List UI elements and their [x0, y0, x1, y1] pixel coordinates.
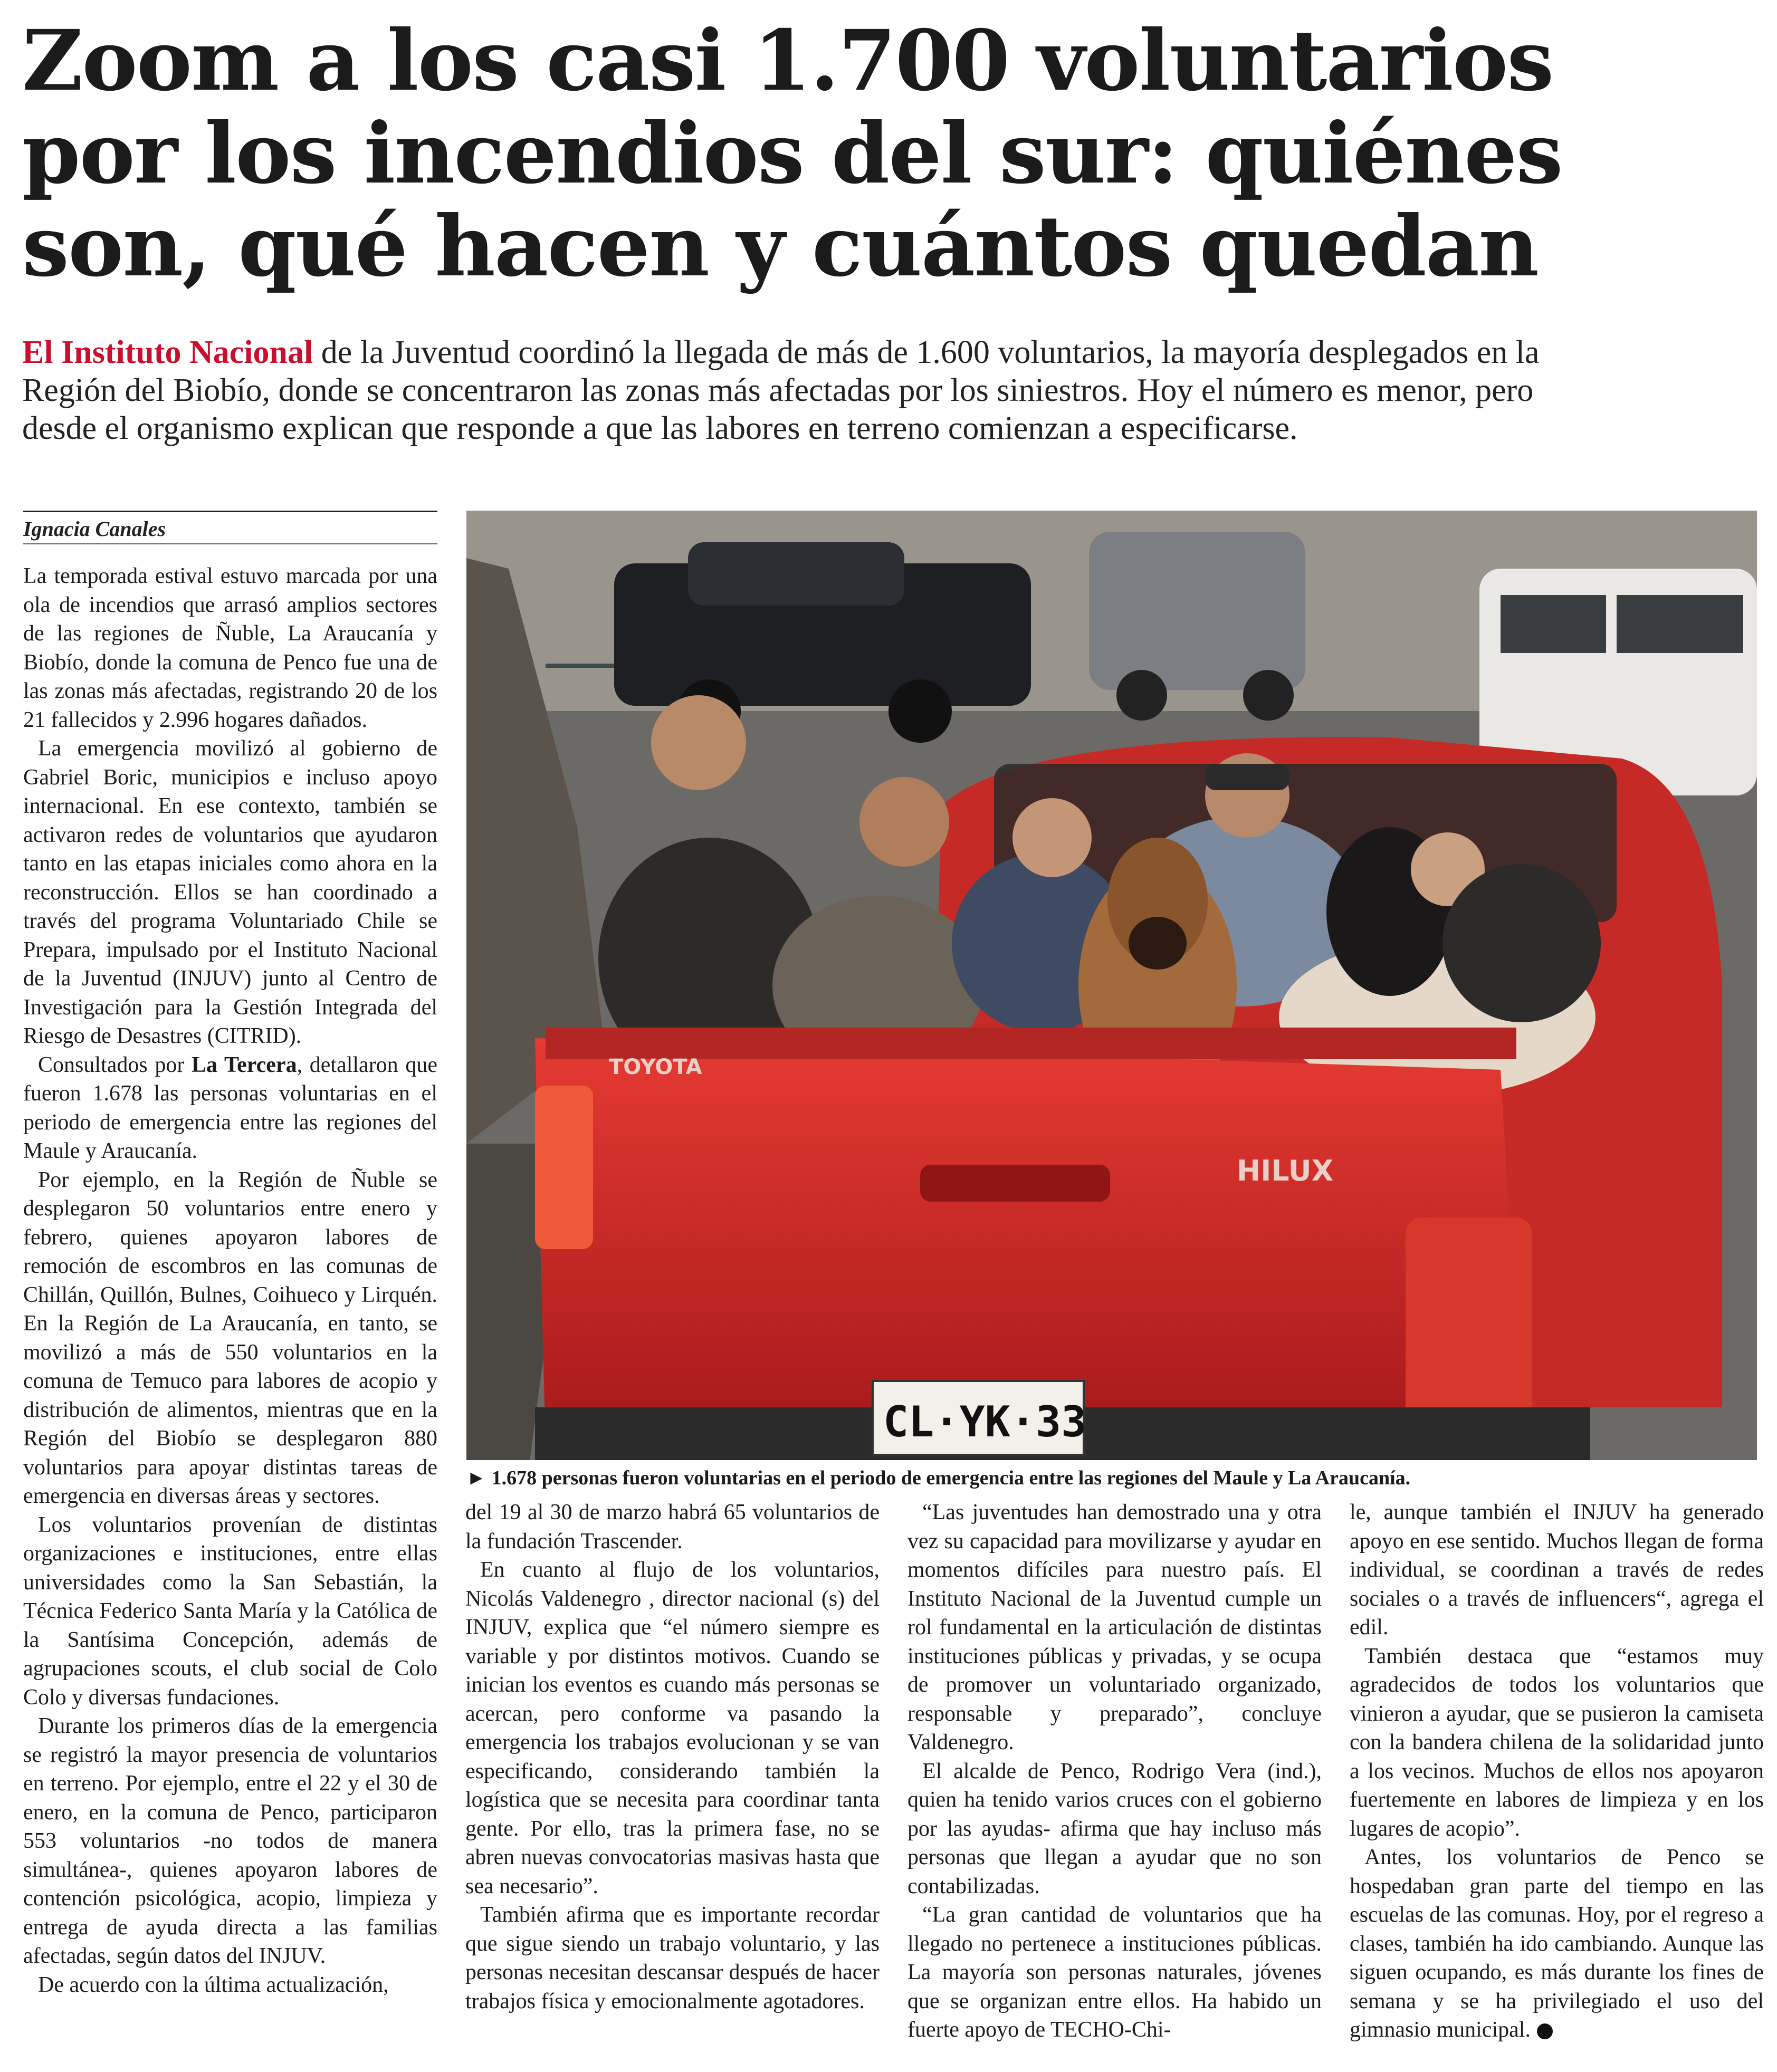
- paragraph: Durante los primeros días de la emergencia se registró la mayor presencia de voluntarios en terreno. Por ejemplo, entre el 22 y el 30 de enero, en la comuna de Penco, participaron 553 voluntarios -no todos de manera simultánea-, quienes apoyaron labores de contención psicológica, acopio, limpieza y entrega de ayuda directa a las familias afectadas, según datos del INJUV.: [23, 1714, 437, 1968]
- lede: [22, 333, 1568, 447]
- paragraph: del 19 al 30 de marzo habrá 65 voluntarios de la fundación Trascender.: [465, 1500, 880, 1553]
- paragraph: En cuanto al flujo de los voluntarios, Nicolás Valdenegro , director nacional (s) del INJUV, explica que “el número siempre es variable y por distintos motivos. Cuando se inician los eventos es cuando más personas se acercan, pero conforme va pasando la emergencia los trabajos evolucionan y se van especificando, considerando también la logística que se necesita para coordinar tanta gente. Por ello, tras la primera fase, no se abren nuevas convocatorias masivas hasta que sea necesario”.: [465, 1558, 880, 1898]
- newspaper-name: La Tercera: [192, 1052, 297, 1077]
- paragraph: La temporada estival estuvo marcada por una ola de incendios que arrasó amplios sectores de las regiones de Ñuble, La Araucanía y Biobío, donde la comuna de Penco fue una de las zonas más afectadas, registrando 20 de los 21 fallecidos y 2.996 hogares dañados.: [23, 564, 437, 732]
- caption-marker-icon: ►: [466, 1467, 486, 1489]
- byline: Ignacia Canales: [23, 516, 437, 544]
- paragraph-text: , detallaron que fueron 1.678 las personas voluntarias en el periodo de emergencia entre las regiones del Maule y Araucanía.: [23, 1052, 437, 1163]
- paragraph-text: Consultados por: [38, 1052, 192, 1077]
- body-column-4: [1350, 1498, 1764, 2068]
- photo-caption: [466, 1465, 1757, 1491]
- lede-highlight: El Instituto Nacional: [22, 334, 313, 370]
- paragraph: Los voluntarios provenían de distintas organizaciones e instituciones, entre ellas universidades como la San Sebastián, la Técnica Federico Santa María y la Católica de la Santísima Concepción, además de agrupaciones scouts, el club social de Colo Colo y diversas fundaciones.: [23, 1512, 437, 1710]
- paragraph: le, aunque también el INJUV ha generado apoyo en ese sentido. Muchos llegan de forma individual, se coordinan a través de redes sociales o a través de influencers“, agrega el edil.: [1350, 1500, 1764, 1639]
- paragraph-text: Antes, los voluntarios de Penco se hospedaban gran parte del tiempo en las escuelas de las comunas. Hoy, por el regreso a clases, también ha ido cambiando. Aunque las siguen ocupando, es más durante los fines de semana y se ha privilegiado el uso del gimnasio municipal.: [1350, 1845, 1764, 2042]
- tailgate-model-text: HILUX: [1237, 1154, 1334, 1187]
- paragraph: De acuerdo con la última actualización,: [38, 1972, 389, 1997]
- license-plate-text: CL·YK·33: [883, 1397, 1087, 1446]
- body-column-2: [465, 1498, 880, 2068]
- paragraph: [23, 1051, 437, 1166]
- paragraph: “La gran cantidad de voluntarios que ha llegado no pertenece a instituciones públicas. La mayoría son personas naturales, jóvenes que se organizan entre ellos. Ha habido un fuerte apoyo de TECHO-Chi-: [907, 1903, 1322, 2042]
- paragraph: También destaca que “estamos muy agradecidos de todos los voluntarios que vinieron a ayudar, que se pusieron la camiseta con la bandera chilena de la solidaridad junto a los vecinos. Muchos de ellos nos apoyaron fuertemente en labores de limpieza y en los lugares de acopio”.: [1350, 1644, 1764, 1841]
- paragraph: También afirma que es importante recordar que sigue siendo un trabajo voluntario, y las personas necesitan descansar después de hacer trabajos física y emocionalmente agotadores.: [465, 1903, 880, 2013]
- paragraph: La emergencia movilizó al gobierno de Gabriel Boric, municipios e incluso apoyo internacional. En ese contexto, también se activaron redes de voluntarios que ayudaron tanto en las etapas iniciales como ahora en la reconstrucción. Ellos se han coordinado a través del programa Voluntariado Chile se Prepara, impulsado por el Instituto Nacional de la Juventud (INJUV) junto al Centro de Investigación para la Gestión Integrada del Riesgo de Desastres (CITRID).: [23, 736, 437, 1048]
- end-of-article-icon: [1537, 2023, 1553, 2039]
- paragraph: “Las juventudes han demostrado una y otra vez su capacidad para movilizarse y ayudar en momentos difíciles para nuestro país. El Instituto Nacional de la Juventud cumple un rol fundamental en la articulación de distintas instituciones públicas y privadas, y se ocupa de promover un voluntariado organizado, responsable y preparado”, concluye Valdenegro.: [907, 1500, 1322, 1754]
- photo-caption-text: 1.678 personas fueron voluntarias en el periodo de emergencia entre las regiones del Maule y La Araucanía.: [491, 1467, 1411, 1489]
- byline-rule: [23, 511, 437, 512]
- paragraph: Por ejemplo, en la Región de Ñuble se desplegaron 50 voluntarios entre enero y febrero, quienes apoyaron labores de remoción de escombros en las comunas de Chillán, Quillón, Bulnes, Coihueco y Lirquén. En la Región de La Araucanía, en tanto, se movilizó a más de 550 voluntarios en la comuna de Temuco para labores de acopio y distribución de alimentos, mientras que en la Región del Biobío se desplegaron 880 voluntarios para apoyar distintas tareas de emergencia en diversas áreas y sectores.: [23, 1167, 437, 1508]
- news-photo: [466, 511, 1757, 1460]
- tailgate-brand-text: TOYOTA: [609, 1055, 702, 1079]
- lede-text: de la Juventud coordinó la llegada de más de 1.600 voluntarios, la mayoría desplegados en la Región del Biobío, donde se concentraron las zonas más afectadas por los siniestros. Hoy el número es menor, pero desde el organismo explican que responde a que las labores en terreno comienzan a especificarse.: [22, 334, 1540, 446]
- paragraph: [1350, 1843, 1764, 2045]
- paragraph: El alcalde de Penco, Rodrigo Vera (ind.), quien ha tenido varios cruces con el gobierno por las ayudas- afirma que hay incluso más personas que llegan a ayudar que no son contabilizadas.: [907, 1759, 1322, 1898]
- news-photo-illustration: [466, 511, 1757, 1460]
- body-column-1: [23, 562, 437, 2070]
- headline: Zoom a los casi 1.700 voluntarios por los incendios del sur: quiénes son, qué hacen y cuántos quedan: [22, 12, 1562, 295]
- body-column-3: [907, 1498, 1322, 2068]
